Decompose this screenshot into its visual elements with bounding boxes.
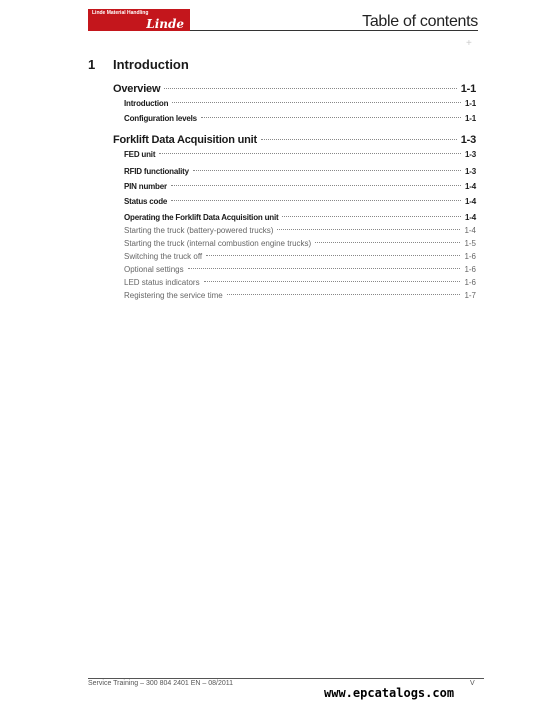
footer-page-number: V	[470, 680, 475, 687]
toc-leader	[188, 260, 461, 269]
toc-entry-fdau[interactable]	[113, 131, 476, 146]
toc-entry-page: 1-3	[465, 150, 476, 159]
toc-entry-label: Forklift Data Acquisition unit	[113, 134, 257, 146]
watermark: www.epcatalogs.com	[324, 686, 455, 700]
toc-leader	[171, 192, 461, 201]
footer-rule	[88, 678, 484, 679]
toc-entry-label: Configuration levels	[124, 114, 197, 123]
toc-entry-page: 1-6	[464, 252, 476, 261]
toc-entry-page: 1-4	[465, 182, 476, 191]
toc-entry-page: 1-1	[465, 99, 476, 108]
toc-entry-page: 1-4	[464, 226, 476, 235]
toc-entry-label: Registering the service time	[124, 291, 223, 300]
crop-mark: +	[466, 38, 472, 49]
toc-leader	[227, 286, 461, 295]
toc-entry-introduction[interactable]	[124, 97, 476, 108]
toc-entry-page: 1-5	[464, 239, 476, 248]
toc-leader	[315, 234, 460, 243]
toc-entry-label: Switching the truck off	[124, 252, 203, 261]
toc-entry-pin-number[interactable]	[124, 180, 476, 191]
toc-entry-page: 1-4	[465, 213, 476, 222]
toc-entry-label: RFID functionality	[124, 167, 189, 176]
toc-entry-status-code[interactable]	[124, 195, 476, 206]
toc-entry-fed-unit[interactable]	[124, 148, 476, 159]
toc-leader	[282, 208, 461, 217]
page-title: Table of contents	[362, 13, 478, 30]
toc-entry-page: 1-1	[465, 114, 476, 123]
toc-entry-label: Overview	[113, 83, 161, 95]
toc-entry-page: 1-3	[460, 134, 476, 146]
toc-entry-configuration-levels[interactable]	[124, 112, 476, 123]
toc-entry-label: FED unit	[124, 150, 156, 159]
toc-leader	[164, 77, 456, 89]
linde-logo: Linde	[146, 17, 184, 31]
toc-entry-page: 1-7	[464, 291, 476, 300]
toc-entry-page: 1-3	[465, 167, 476, 176]
toc-leader	[193, 162, 461, 171]
toc-entry-label: Starting the truck (battery-powered trucks)	[124, 226, 274, 235]
toc-entry-label: Introduction	[124, 99, 169, 108]
toc-entry-label: LED status indicators	[124, 278, 200, 287]
toc-entry-page: 1-6	[464, 265, 476, 274]
toc-leader	[171, 177, 461, 186]
toc-leader	[159, 145, 461, 154]
toc-entry-rfid[interactable]	[124, 165, 476, 176]
brand-logo-bar	[88, 9, 190, 31]
toc-entry-label: Status code	[124, 197, 168, 206]
toc-leader	[261, 128, 457, 140]
toc-entry-label: Operating the Forklift Data Acquisition unit	[124, 213, 279, 222]
toc-entry-page: 1-1	[460, 83, 476, 95]
toc-leader	[277, 221, 460, 230]
chapter-number: 1	[88, 57, 96, 72]
toc-entry-overview[interactable]	[113, 80, 476, 95]
toc-entry-service-time[interactable]	[124, 289, 476, 300]
toc-entry-label: Starting the truck (internal combustion engine trucks)	[124, 239, 312, 248]
toc-leader	[201, 109, 461, 118]
toc-entry-label: PIN number	[124, 182, 167, 191]
toc-leader	[172, 94, 461, 103]
toc-entry-label: Optional settings	[124, 265, 184, 274]
brand-tagline: Linde Material Handling	[92, 10, 149, 16]
footer-text: Service Training – 300 804 2401 EN – 08/2011	[88, 680, 234, 687]
chapter-title: Introduction	[113, 57, 189, 72]
toc-leader	[204, 273, 461, 282]
toc-entry-page: 1-4	[465, 197, 476, 206]
toc-entry-page: 1-6	[464, 278, 476, 287]
toc-leader	[206, 247, 460, 256]
